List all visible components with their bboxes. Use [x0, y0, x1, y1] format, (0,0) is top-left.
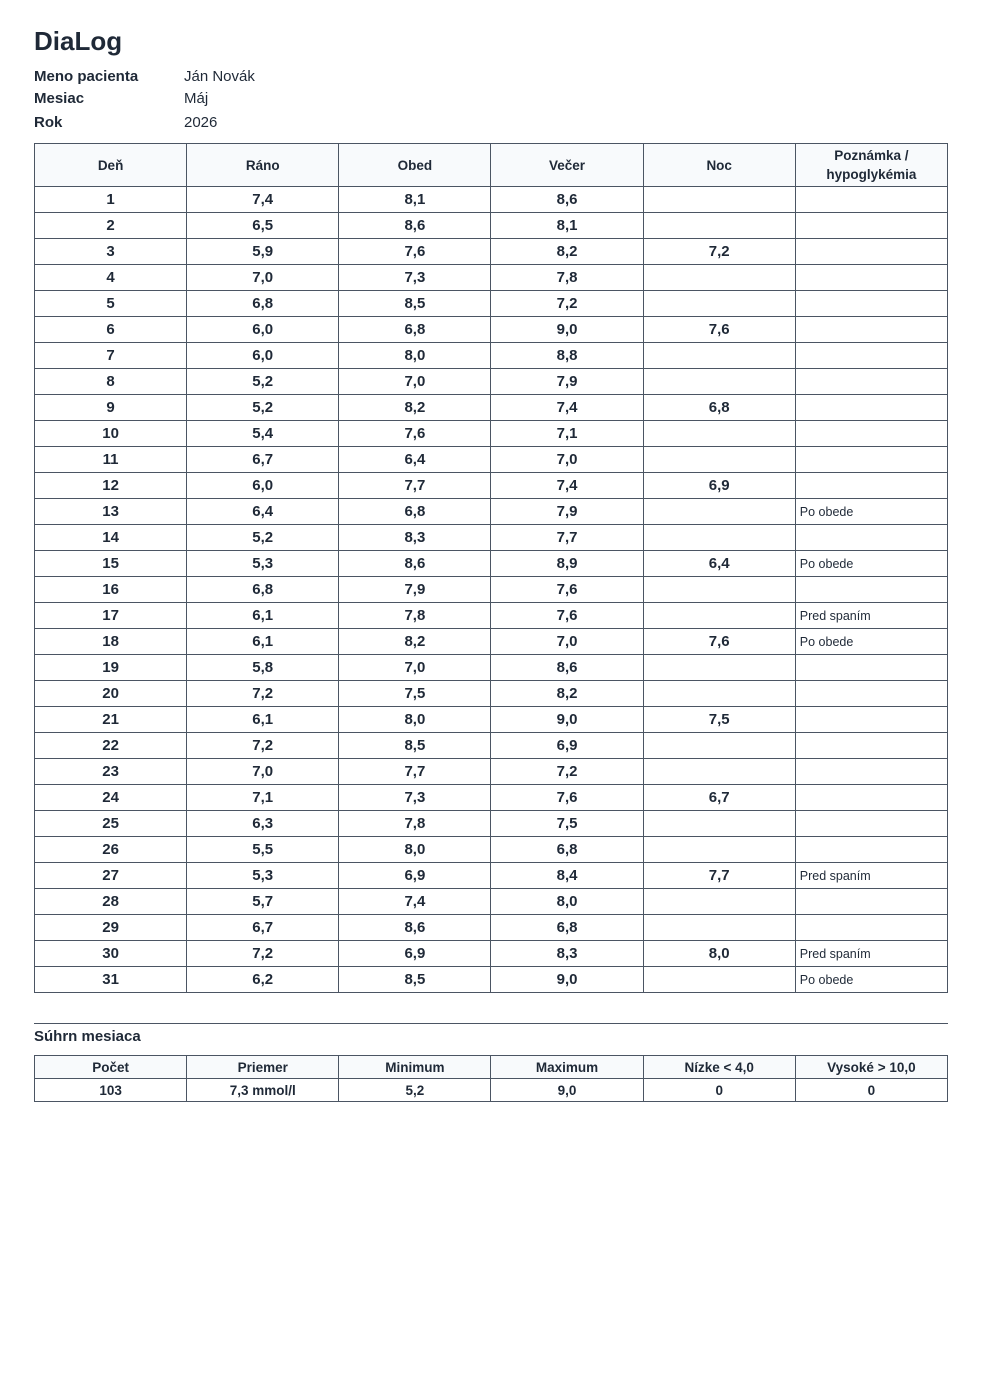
cell-lunch: 8,5 [339, 291, 491, 317]
cell-note [795, 317, 947, 343]
column-header-evening: Večer [491, 144, 643, 187]
cell-night: 6,4 [643, 551, 795, 577]
cell-evening: 8,1 [491, 213, 643, 239]
cell-morning: 5,2 [187, 369, 339, 395]
cell-note [795, 733, 947, 759]
cell-morning: 5,3 [187, 863, 339, 889]
cell-evening: 9,0 [491, 967, 643, 993]
cell-lunch: 8,1 [339, 187, 491, 213]
cell-evening: 7,9 [491, 369, 643, 395]
cell-evening: 8,3 [491, 941, 643, 967]
summary-divider [34, 1023, 948, 1024]
cell-morning: 6,0 [187, 473, 339, 499]
cell-day: 18 [35, 629, 187, 655]
table-row [35, 421, 948, 447]
cell-evening: 6,8 [491, 915, 643, 941]
cell-day: 17 [35, 603, 187, 629]
app-title: DiaLog [34, 26, 123, 56]
cell-day: 28 [35, 889, 187, 915]
cell-day: 21 [35, 707, 187, 733]
cell-note: Po obede [795, 499, 947, 525]
table-row [35, 525, 948, 551]
cell-night [643, 213, 795, 239]
cell-day: 11 [35, 447, 187, 473]
cell-morning: 6,4 [187, 499, 339, 525]
cell-morning: 6,0 [187, 317, 339, 343]
cell-night [643, 369, 795, 395]
summary-title: Súhrn mesiaca [34, 1028, 141, 1045]
cell-note [795, 759, 947, 785]
cell-lunch: 8,2 [339, 629, 491, 655]
summary-value-low: 0 [643, 1079, 795, 1102]
table-row [35, 811, 948, 837]
cell-morning: 7,2 [187, 941, 339, 967]
cell-lunch: 7,7 [339, 759, 491, 785]
cell-day: 25 [35, 811, 187, 837]
cell-lunch: 7,8 [339, 811, 491, 837]
cell-note [795, 655, 947, 681]
cell-evening: 7,5 [491, 811, 643, 837]
table-row [35, 837, 948, 863]
summary-header-maximum: Maximum [491, 1056, 643, 1079]
column-header-night: Noc [643, 144, 795, 187]
cell-day: 16 [35, 577, 187, 603]
summary-value-high: 0 [795, 1079, 947, 1102]
cell-night [643, 681, 795, 707]
table-row [35, 343, 948, 369]
cell-lunch: 7,0 [339, 655, 491, 681]
cell-day: 10 [35, 421, 187, 447]
cell-day: 22 [35, 733, 187, 759]
cell-morning: 7,2 [187, 681, 339, 707]
cell-morning: 6,1 [187, 629, 339, 655]
cell-day: 31 [35, 967, 187, 993]
table-row [35, 967, 948, 993]
cell-evening: 7,4 [491, 395, 643, 421]
summary-values-row [35, 1079, 948, 1102]
cell-note [795, 837, 947, 863]
table-row [35, 213, 948, 239]
cell-day: 1 [35, 187, 187, 213]
cell-lunch: 7,5 [339, 681, 491, 707]
cell-morning: 7,2 [187, 733, 339, 759]
cell-evening: 7,9 [491, 499, 643, 525]
cell-morning: 7,4 [187, 187, 339, 213]
cell-night [643, 915, 795, 941]
cell-morning: 5,8 [187, 655, 339, 681]
cell-evening: 8,6 [491, 187, 643, 213]
table-row [35, 577, 948, 603]
cell-morning: 6,7 [187, 915, 339, 941]
cell-day: 6 [35, 317, 187, 343]
cell-note: Po obede [795, 629, 947, 655]
cell-lunch: 7,0 [339, 369, 491, 395]
cell-lunch: 8,6 [339, 551, 491, 577]
cell-evening: 7,0 [491, 447, 643, 473]
table-row [35, 941, 948, 967]
cell-night [643, 577, 795, 603]
cell-lunch: 6,4 [339, 447, 491, 473]
cell-evening: 8,4 [491, 863, 643, 889]
cell-day: 14 [35, 525, 187, 551]
cell-night: 7,2 [643, 239, 795, 265]
column-header-morning: Ráno [187, 144, 339, 187]
cell-evening: 7,7 [491, 525, 643, 551]
cell-morning: 7,1 [187, 785, 339, 811]
table-row [35, 889, 948, 915]
cell-lunch: 7,3 [339, 265, 491, 291]
cell-day: 23 [35, 759, 187, 785]
cell-day: 4 [35, 265, 187, 291]
cell-day: 19 [35, 655, 187, 681]
table-row [35, 733, 948, 759]
cell-evening: 7,1 [491, 421, 643, 447]
cell-morning: 6,0 [187, 343, 339, 369]
cell-night: 7,6 [643, 629, 795, 655]
cell-note [795, 915, 947, 941]
cell-lunch: 8,3 [339, 525, 491, 551]
meta-value-year: 2026 [184, 114, 218, 131]
table-row [35, 759, 948, 785]
cell-note [795, 369, 947, 395]
cell-lunch: 8,5 [339, 733, 491, 759]
cell-morning: 6,1 [187, 707, 339, 733]
summary-header-row [35, 1056, 948, 1079]
cell-evening: 8,2 [491, 239, 643, 265]
cell-note: Po obede [795, 551, 947, 577]
table-row [35, 187, 948, 213]
column-header-day: Deň [35, 144, 187, 187]
cell-note: Pred spaním [795, 863, 947, 889]
cell-morning: 6,8 [187, 291, 339, 317]
cell-night [643, 733, 795, 759]
table-row [35, 473, 948, 499]
cell-evening: 8,6 [491, 655, 643, 681]
cell-lunch: 6,8 [339, 499, 491, 525]
cell-day: 30 [35, 941, 187, 967]
summary-value-maximum: 9,0 [491, 1079, 643, 1102]
meta-value-patient: Ján Novák [184, 68, 255, 85]
cell-night [643, 187, 795, 213]
summary-table [34, 1055, 948, 1102]
cell-morning: 6,1 [187, 603, 339, 629]
cell-lunch: 8,5 [339, 967, 491, 993]
table-row [35, 499, 948, 525]
cell-night: 7,5 [643, 707, 795, 733]
table-row [35, 265, 948, 291]
table-row [35, 551, 948, 577]
cell-evening: 7,6 [491, 577, 643, 603]
cell-note [795, 811, 947, 837]
cell-night: 7,6 [643, 317, 795, 343]
cell-note [795, 707, 947, 733]
cell-evening: 7,2 [491, 759, 643, 785]
cell-night [643, 291, 795, 317]
cell-day: 7 [35, 343, 187, 369]
cell-note: Po obede [795, 967, 947, 993]
cell-lunch: 6,8 [339, 317, 491, 343]
cell-evening: 8,2 [491, 681, 643, 707]
summary-header-count: Počet [35, 1056, 187, 1079]
cell-morning: 7,0 [187, 759, 339, 785]
table-row [35, 681, 948, 707]
table-row [35, 915, 948, 941]
cell-note [795, 473, 947, 499]
cell-night [643, 837, 795, 863]
cell-lunch: 7,8 [339, 603, 491, 629]
cell-note [795, 395, 947, 421]
cell-night [643, 447, 795, 473]
cell-night [643, 655, 795, 681]
cell-evening: 8,8 [491, 343, 643, 369]
table-row [35, 655, 948, 681]
cell-note [795, 291, 947, 317]
cell-lunch: 7,9 [339, 577, 491, 603]
cell-day: 9 [35, 395, 187, 421]
cell-evening: 7,0 [491, 629, 643, 655]
cell-morning: 5,9 [187, 239, 339, 265]
cell-morning: 5,7 [187, 889, 339, 915]
cell-lunch: 7,4 [339, 889, 491, 915]
cell-night [643, 265, 795, 291]
cell-note [795, 213, 947, 239]
cell-lunch: 8,0 [339, 707, 491, 733]
cell-lunch: 6,9 [339, 941, 491, 967]
cell-night: 8,0 [643, 941, 795, 967]
cell-day: 15 [35, 551, 187, 577]
summary-value-average: 7,3 mmol/l [187, 1079, 339, 1102]
cell-night [643, 967, 795, 993]
meta-label-month: Mesiac [34, 90, 85, 107]
cell-lunch: 8,6 [339, 915, 491, 941]
table-row [35, 863, 948, 889]
cell-note [795, 889, 947, 915]
cell-note [795, 421, 947, 447]
cell-note [795, 681, 947, 707]
summary-value-minimum: 5,2 [339, 1079, 491, 1102]
cell-note [795, 239, 947, 265]
cell-lunch: 6,9 [339, 863, 491, 889]
cell-evening: 7,6 [491, 603, 643, 629]
cell-morning: 5,5 [187, 837, 339, 863]
cell-night [643, 499, 795, 525]
cell-evening: 8,9 [491, 551, 643, 577]
cell-evening: 7,2 [491, 291, 643, 317]
cell-morning: 5,4 [187, 421, 339, 447]
cell-night [643, 811, 795, 837]
cell-evening: 9,0 [491, 317, 643, 343]
cell-evening: 9,0 [491, 707, 643, 733]
cell-day: 24 [35, 785, 187, 811]
cell-lunch: 7,6 [339, 239, 491, 265]
cell-night [643, 759, 795, 785]
cell-morning: 6,7 [187, 447, 339, 473]
cell-lunch: 8,6 [339, 213, 491, 239]
meta-value-month: Máj [184, 90, 209, 107]
cell-day: 8 [35, 369, 187, 395]
cell-note: Pred spaním [795, 603, 947, 629]
cell-day: 26 [35, 837, 187, 863]
cell-note [795, 525, 947, 551]
cell-night [643, 343, 795, 369]
table-body [35, 187, 948, 993]
cell-note [795, 265, 947, 291]
cell-day: 2 [35, 213, 187, 239]
table-row [35, 785, 948, 811]
cell-day: 27 [35, 863, 187, 889]
cell-morning: 6,8 [187, 577, 339, 603]
cell-lunch: 8,0 [339, 837, 491, 863]
cell-day: 12 [35, 473, 187, 499]
table-row [35, 239, 948, 265]
cell-night [643, 603, 795, 629]
summary-value-count: 103 [35, 1079, 187, 1102]
cell-lunch: 8,2 [339, 395, 491, 421]
glucose-log-table [34, 143, 948, 993]
cell-evening: 6,9 [491, 733, 643, 759]
table-row [35, 603, 948, 629]
cell-day: 13 [35, 499, 187, 525]
cell-day: 3 [35, 239, 187, 265]
column-header-note: Poznámka / hypoglykémia [795, 144, 947, 187]
cell-night: 7,7 [643, 863, 795, 889]
cell-note [795, 447, 947, 473]
cell-evening: 7,4 [491, 473, 643, 499]
cell-morning: 5,2 [187, 525, 339, 551]
cell-morning: 6,3 [187, 811, 339, 837]
cell-evening: 7,8 [491, 265, 643, 291]
column-header-lunch: Obed [339, 144, 491, 187]
cell-lunch: 7,3 [339, 785, 491, 811]
cell-evening: 6,8 [491, 837, 643, 863]
cell-day: 20 [35, 681, 187, 707]
cell-note [795, 343, 947, 369]
cell-lunch: 7,7 [339, 473, 491, 499]
cell-morning: 5,3 [187, 551, 339, 577]
cell-day: 5 [35, 291, 187, 317]
cell-night: 6,8 [643, 395, 795, 421]
cell-note [795, 187, 947, 213]
meta-label-year: Rok [34, 114, 63, 131]
summary-header-average: Priemer [187, 1056, 339, 1079]
table-row [35, 395, 948, 421]
summary-header-high: Vysoké > 10,0 [795, 1056, 947, 1079]
meta-label-patient: Meno pacienta [34, 68, 139, 85]
cell-morning: 5,2 [187, 395, 339, 421]
table-row [35, 629, 948, 655]
cell-evening: 8,0 [491, 889, 643, 915]
cell-note: Pred spaním [795, 941, 947, 967]
cell-morning: 6,2 [187, 967, 339, 993]
table-row [35, 707, 948, 733]
cell-night: 6,7 [643, 785, 795, 811]
summary-header-low: Nízke < 4,0 [643, 1056, 795, 1079]
cell-morning: 6,5 [187, 213, 339, 239]
table-row [35, 369, 948, 395]
table-row [35, 447, 948, 473]
cell-night [643, 889, 795, 915]
cell-lunch: 7,6 [339, 421, 491, 447]
cell-night [643, 421, 795, 447]
cell-night [643, 525, 795, 551]
cell-lunch: 8,0 [339, 343, 491, 369]
table-row [35, 317, 948, 343]
cell-day: 29 [35, 915, 187, 941]
table-row [35, 291, 948, 317]
cell-evening: 7,6 [491, 785, 643, 811]
table-header-row [35, 144, 948, 187]
cell-note [795, 577, 947, 603]
cell-note [795, 785, 947, 811]
cell-morning: 7,0 [187, 265, 339, 291]
summary-header-minimum: Minimum [339, 1056, 491, 1079]
cell-night: 6,9 [643, 473, 795, 499]
